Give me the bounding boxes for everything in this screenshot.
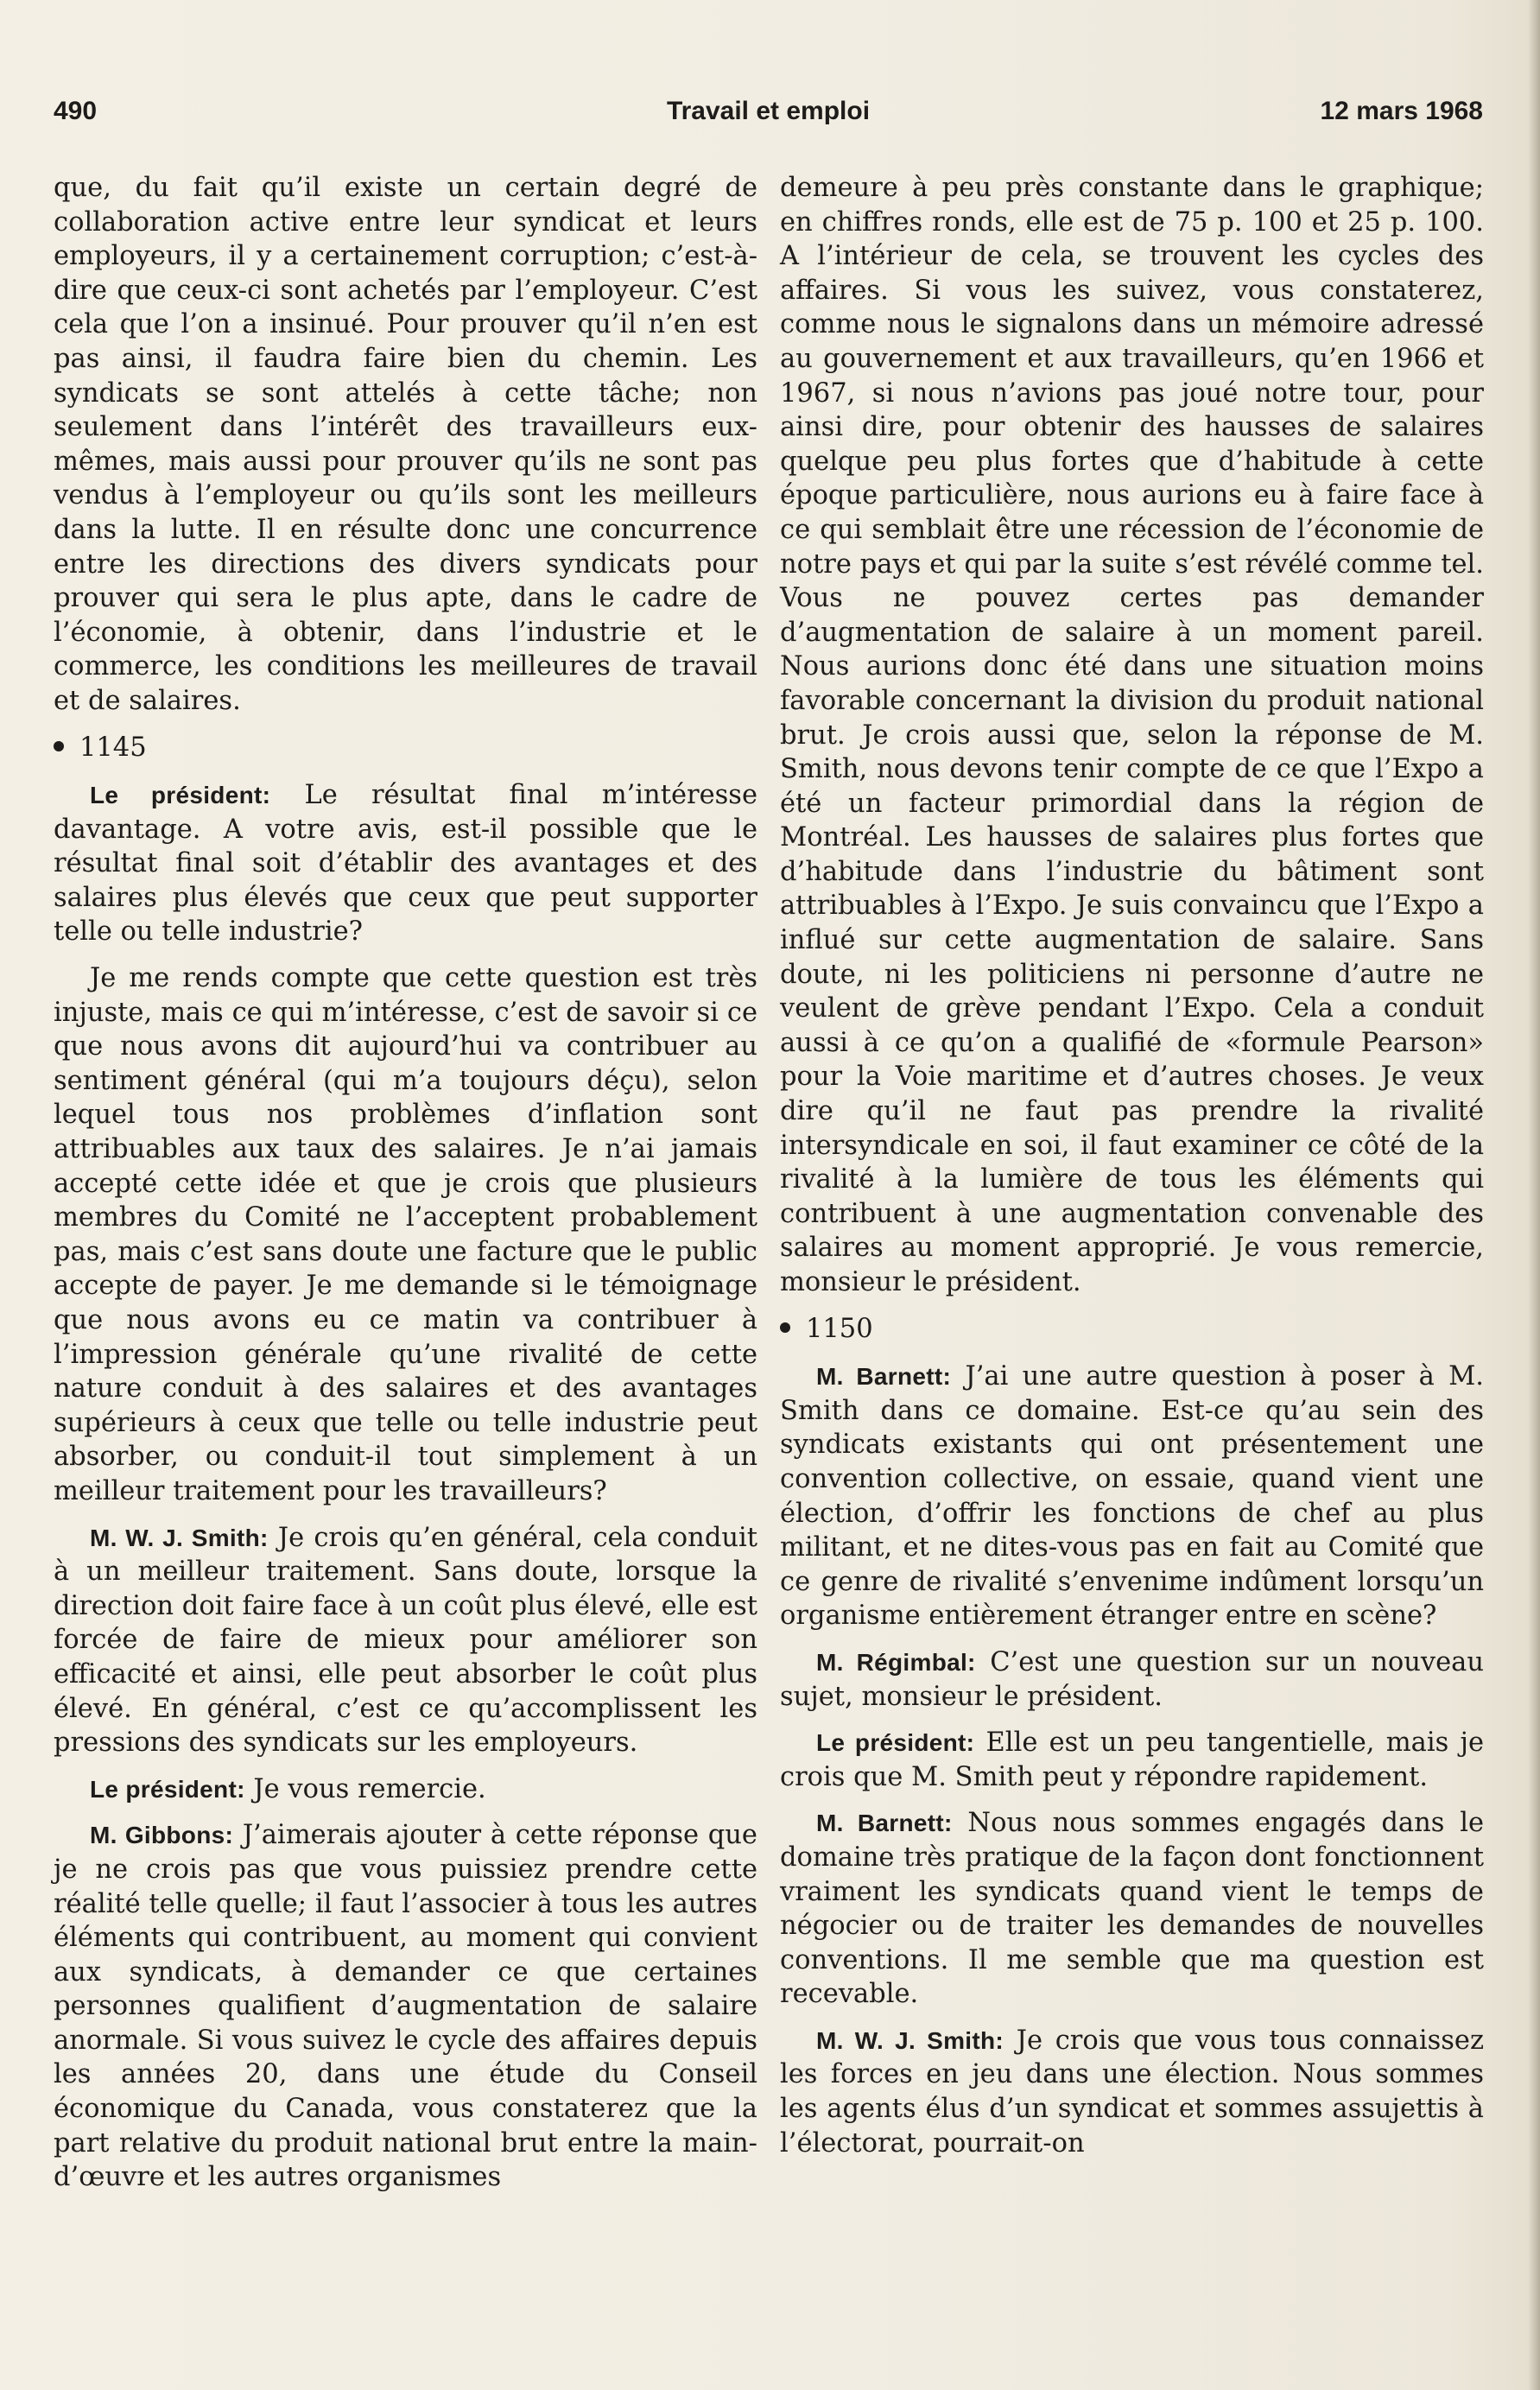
- speaker-name: M. W. J. Smith:: [816, 2026, 1004, 2054]
- speech-text: Elle est un peu tangentielle, mais je crois que M. Smith peut y répondre rapidement.: [780, 1728, 1485, 1792]
- speaker-name: M. Régimbal:: [816, 1648, 976, 1676]
- speech-paragraph: [780, 2024, 1484, 2160]
- speaker-name: Le président:: [90, 1775, 245, 1803]
- speaker-name: M. Barnett:: [816, 1810, 953, 1837]
- bullet-icon: [54, 741, 64, 751]
- time-marker-text: 1145: [79, 732, 147, 763]
- paragraph: Je me rends compte que cette question est très injuste, mais ce qui m’intéresse, c’est de savoir si ce que nous avons dit aujourd’hui va contribuer au sentiment général (qui m’a toujours déçu), selon lequel tous nos problèmes d’inflation sont attribuables aux taux des salaires. Je n’ai jamais accepté cette idée et que je crois que plusieurs membres du Comité ne l’acceptent probablement pas, mais c’est sans doute une facture que le public accepte de payer. Je me demande si le témoignage que nous avons eu ce matin va contribuer à l’impression générale qu’une rivalité de cette nature conduit à des salaires et des avantages supérieurs à ceux que telle ou telle industrie peut absorber, ou conduit-il tout simplement à un meilleur traitement pour les travailleurs?: [54, 963, 757, 1506]
- speech-text: Je vous remercie.: [253, 1773, 486, 1804]
- speech-paragraph: [54, 1521, 757, 1760]
- speaker-name: M. W. J. Smith:: [90, 1524, 269, 1551]
- speech-text: Je crois que vous tous connaissez les forces en jeu dans une élection. Nous sommes les agents élus d’un syndicat et sommes assujettis à l’électorat, pourrait-on: [780, 2025, 1485, 2159]
- bullet-icon: [780, 1322, 790, 1333]
- page-number: 490: [54, 97, 98, 125]
- speech-paragraph: [780, 1726, 1484, 1794]
- time-marker: [54, 731, 757, 765]
- page-edge-shadow: [1528, 0, 1540, 2390]
- speech-text: Je crois qu’en général, cela conduit à un meilleur traitement. Sans doute, lorsque la direction doit faire face à un coût plus élevé, elle est forcée de faire de mieux pour améliorer son efficacité et ainsi, elle peut absorber le coût plus élevé. En général, c’est ce qu’accomplissent les pressions des syndicats sur les employeurs.: [54, 1522, 757, 1759]
- speech-text: J’ai une autre question à poser à M. Smith dans ce domaine. Est-ce qu’au sein des syndicats existants qui ont présentement une convention collective, on essaie, quand vient une élection, d’offrir les fonctions de chef au plus militant, et ne dites-vous pas en fait au Comité que ce genre de rivalité s’envenime indûment lorsqu’un organisme entièrement étranger entre en scène?: [780, 1361, 1484, 1632]
- speech-paragraph: [54, 778, 757, 949]
- left-column: [54, 171, 757, 2207]
- speech-text: Nous nous sommes engagés dans le domaine très pratique de la façon dont fonctionnent vraiment les syndicats quand vient le temps de négocier ou de traiter les demandes de nouvelles conventions. Il me semble que ma question est recevable.: [780, 1808, 1484, 2010]
- speech-paragraph: [780, 1360, 1484, 1633]
- time-marker: [780, 1312, 1484, 1347]
- speaker-name: Le président:: [816, 1729, 975, 1757]
- speech-paragraph: [780, 1806, 1484, 2012]
- speech-paragraph: [54, 1818, 757, 2195]
- page-header: [54, 97, 1483, 140]
- speech-text: J’aimerais ajouter à cette réponse que je ne crois pas que vous puissiez prendre cette réalité telle quelle; il faut l’associer à tous les autres éléments qui contribuent, au moment qui convient aux syndicats, à demander ce que certaines personnes qualifient d’augmentation de salaire anormale. Si vous suivez le cycle des affaires depuis les années 20, dans une étude du Conseil économique du Canada, vous constaterez que la part relative du produit national brut entre la main-d’œuvre et les autres organismes: [54, 1820, 757, 2193]
- paragraph: demeure à peu près constante dans le graphique; en chiffres ronds, elle est de 75 p. 100 et 25 p. 100. A l’intérieur de cela, se trouvent les cycles des affaires. Si vous les suivez, vous constaterez, comme nous le signalons dans un mémoire adressé au gouvernement et aux travailleurs, qu’en 1966 et 1967, si nous n’avions pas joué notre tour, pour ainsi dire, pour obtenir des hausses de salaires quelque peu plus fortes que d’habitude à cette époque particulière, nous aurions eu à faire face à ce qui semblait être une récession de l’économie de notre pays et qui par la suite s’est révélé comme tel. Vous ne pouvez certes pas demander d’augmentation de salaire à un moment pareil. Nous aurions donc été dans une situation moins favorable concernant la division du produit national brut. Je crois aussi que, selon la réponse de M. Smith, nous devons tenir compte de ce que l’Expo a été un facteur primordial dans la région de Montréal. Les hausses de salaires plus fortes que d’habitude dans l’industrie du bâtiment sont attribuables à l’Expo. Je suis convaincu que l’Expo a influé sur cette augmentation de salaire. Sans doute, ni les politiciens ni personne d’autre ne veulent de grève pendant l’Expo. Cela a conduit aussi à ce qu’on a qualifié de «formule Pearson» pour la Voie maritime et d’autres choses. Je veux dire qu’il ne faut pas prendre la rivalité intersyndicale en soi, il faut examiner ce côté de la rivalité à la lumière de tous les éléments qui contribuent à une augmentation convenable des salaires au moment approprié. Je vous remercie, monsieur le président.: [780, 173, 1484, 1297]
- publication-title: Travail et emploi: [666, 97, 871, 125]
- publication-date: 12 mars 1968: [1320, 97, 1483, 125]
- speech-paragraph: [780, 1645, 1484, 1714]
- speaker-name: M. Barnett:: [816, 1363, 952, 1391]
- speech-paragraph: [54, 1772, 757, 1807]
- speaker-name: Le président:: [90, 782, 271, 809]
- speech-text: Le résultat final m’intéresse davantage. A votre avis, est-il possible que le résultat final soit d’établir des avantages et des salaires plus élevés que ceux que peut supporter telle ou telle industrie?: [54, 780, 757, 948]
- time-marker-text: 1150: [806, 1313, 873, 1344]
- paragraph: que, du fait qu’il existe un certain degré de collaboration active entre leur syndicat et leurs employeurs, il y a certainement corruption; c’est-à-dire que ceux-ci sont achetés par l’employeur. C’est cela que l’on a insinué. Pour prouver qu’il n’en est pas ainsi, il faudra faire bien du chemin. Les syndicats se sont attelés à cette tâche; non seulement dans l’intérêt des travailleurs eux-mêmes, mais aussi pour prouver qu’ils ne sont pas vendus à l’employeur ou qu’ils sont les meilleurs dans la lutte. Il en résulte donc une concurrence entre les directions des divers syndicats pour prouver qui sera le plus apte, dans le cadre de l’économie, à obtenir, dans l’industrie et le commerce, les conditions les meilleures de travail et de salaires.: [54, 173, 757, 716]
- speech-text: C’est une question sur un nouveau sujet, monsieur le président.: [780, 1646, 1484, 1712]
- right-column: [780, 171, 1484, 2172]
- speaker-name: M. Gibbons:: [90, 1822, 234, 1849]
